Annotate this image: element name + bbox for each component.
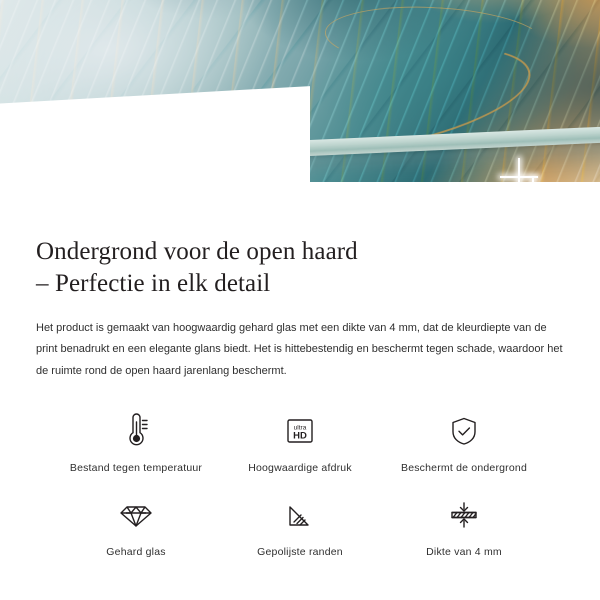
feature-item-temperature (54, 408, 218, 474)
hero-image (0, 0, 600, 218)
ultra-hd-badge-top: ultra (293, 424, 307, 432)
page-title-line-2: – Perfectie in elk detail (36, 270, 271, 297)
feature-label: Dikte van 4 mm (426, 546, 502, 559)
thickness-4mm-icon (442, 492, 486, 538)
ultra-hd-icon (278, 408, 322, 454)
polished-edges-icon (278, 492, 322, 538)
body-paragraph: Het product is gemaakt van hoogwaardig gehard glas met een dikte van 4 mm, dat de kleurdiepte van de print benadrukt en een elegante glans biedt. Het is hittebestendig en beschermt tegen schade, waardoor het de ruimte rond de open haard jarenlang beschermt. (36, 322, 563, 377)
feature-label: Hoogwaardige afdruk (248, 462, 352, 475)
feature-item-polished-edges (218, 492, 382, 558)
feature-item-print-quality (218, 408, 382, 474)
content-section (0, 218, 600, 558)
thermometer-icon (114, 408, 158, 454)
feature-label: Beschermt de ondergrond (400, 462, 527, 475)
feature-item-tempered-glass (54, 492, 218, 558)
hero-image-inner (0, 0, 600, 218)
feature-label: Bestand tegen temperatuur (69, 462, 203, 475)
page-title (36, 236, 564, 300)
feature-item-surface-protection (382, 408, 546, 474)
feature-label: Gehard glas (106, 546, 166, 559)
shield-check-icon (442, 408, 486, 454)
diamond-icon (114, 492, 158, 538)
feature-label: Gepolijste randen (257, 546, 343, 559)
hero-bottom-mask (0, 182, 600, 218)
feature-grid (36, 408, 564, 558)
feature-item-thickness (382, 492, 546, 558)
ultra-hd-badge-bottom: HD (293, 430, 307, 442)
page-title-line-1: Ondergrond voor de open haard (36, 238, 358, 265)
